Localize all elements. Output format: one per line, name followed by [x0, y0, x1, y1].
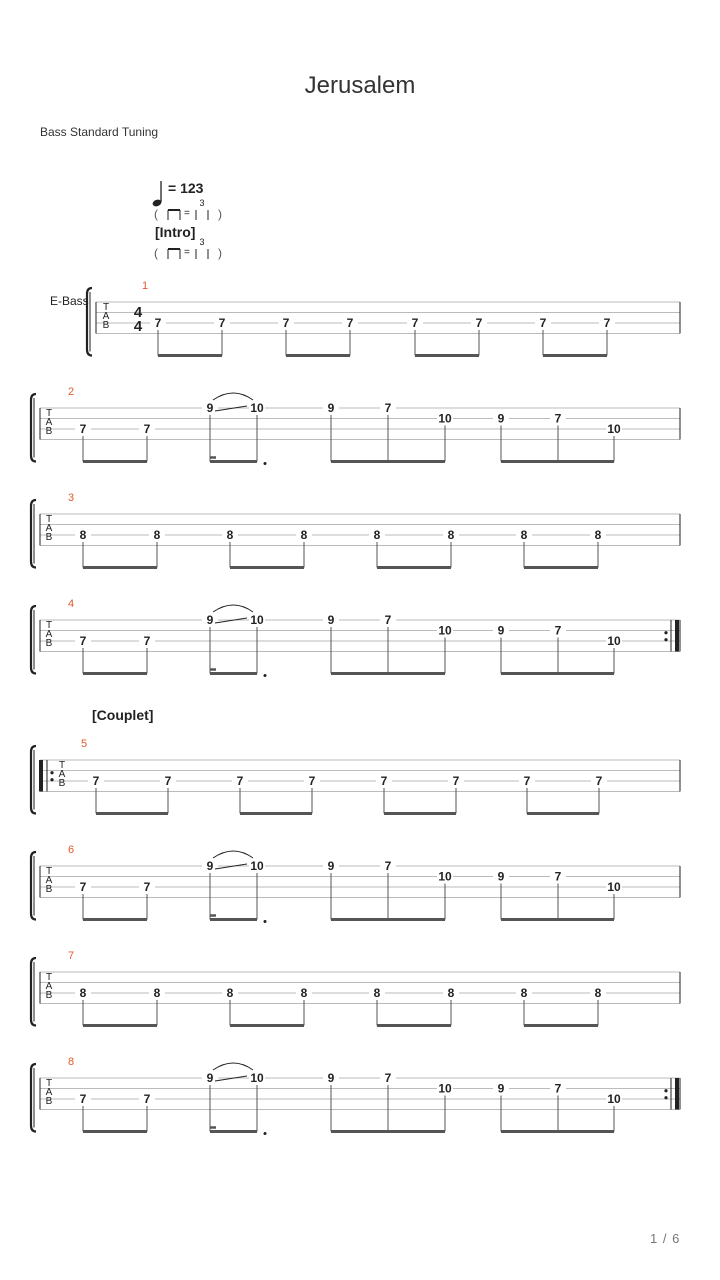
fret-number: 8 — [300, 528, 308, 542]
tab-letter: T — [45, 866, 53, 877]
fret-number: 10 — [607, 634, 621, 648]
tab-letter: B — [45, 426, 53, 437]
fret-number: 7 — [143, 880, 151, 894]
fret-number: 8 — [79, 528, 87, 542]
tab-letter: A — [45, 629, 53, 640]
tab-letter: A — [45, 875, 53, 886]
fret-number: 7 — [475, 316, 483, 330]
tab-letter: A — [45, 1087, 53, 1098]
fret-number: 8 — [300, 986, 308, 1000]
fret-number: 7 — [554, 869, 562, 884]
swing-paren: ) — [218, 246, 222, 260]
fret-number: 9 — [206, 401, 214, 415]
fret-number: 7 — [384, 401, 392, 415]
tab-letter: B — [58, 778, 66, 789]
tie-arc — [213, 605, 253, 612]
tab-letter: T — [45, 972, 53, 983]
fret-number: 7 — [411, 316, 419, 330]
fret-number: 7 — [554, 1081, 562, 1096]
fret-number: 9 — [327, 859, 335, 873]
measure-number: 5 — [80, 738, 88, 750]
repeat-dot — [664, 1096, 667, 1099]
fret-number: 7 — [346, 316, 354, 330]
fret-number: 7 — [164, 774, 172, 788]
song-title: Jerusalem — [304, 72, 416, 99]
fret-number: 7 — [79, 422, 87, 436]
fret-number: 8 — [447, 986, 455, 1000]
dot — [264, 1132, 267, 1135]
tab-letter: B — [102, 320, 110, 331]
tuning-label: Bass Standard Tuning — [40, 125, 159, 139]
fret-number: 8 — [520, 986, 528, 1000]
fret-number: 10 — [250, 859, 264, 873]
fret-number: 7 — [603, 316, 611, 330]
fret-number: 10 — [438, 869, 452, 884]
fret-number: 10 — [607, 422, 621, 436]
fret-number: 8 — [373, 986, 381, 1000]
fret-number: 9 — [327, 613, 335, 627]
fret-number: 8 — [153, 528, 161, 542]
dot — [264, 920, 267, 923]
measure-number: 6 — [67, 844, 75, 856]
tab-letter: A — [45, 523, 53, 534]
fret-number: 9 — [206, 1071, 214, 1085]
fret-number: 7 — [554, 623, 562, 638]
time-signature-denominator: 4 — [133, 318, 143, 335]
fret-number: 7 — [384, 1071, 392, 1085]
fret-number: 7 — [384, 859, 392, 873]
swing-paren: ) — [218, 207, 222, 221]
fret-number: 10 — [438, 411, 452, 426]
tie-arc — [213, 851, 253, 858]
fret-number: 8 — [594, 986, 602, 1000]
tab-letter: T — [45, 514, 53, 525]
fret-number: 10 — [250, 1071, 264, 1085]
fret-number: 7 — [308, 774, 316, 788]
tab-letter: A — [102, 311, 110, 322]
fret-number: 7 — [154, 316, 162, 330]
fret-number: 10 — [438, 1081, 452, 1096]
dot — [264, 462, 267, 465]
measure-number: 4 — [67, 598, 75, 610]
fret-number: 7 — [384, 613, 392, 627]
fret-number: 9 — [206, 859, 214, 873]
fret-number: 7 — [523, 774, 531, 788]
measure-number: 1 — [141, 280, 149, 292]
fret-number: 10 — [250, 401, 264, 415]
fret-number: 8 — [520, 528, 528, 542]
tab-letter: A — [45, 981, 53, 992]
fret-number: 7 — [143, 1092, 151, 1106]
fret-number: 7 — [380, 774, 388, 788]
swing-paren: ( — [154, 246, 158, 260]
fret-number: 10 — [250, 613, 264, 627]
tab-letter: A — [58, 769, 66, 780]
swing-equals: = — [184, 208, 190, 219]
fret-number: 8 — [153, 986, 161, 1000]
time-signature-numerator: 4 — [133, 304, 143, 321]
fret-number: 7 — [92, 774, 100, 788]
repeat-dot — [50, 778, 53, 781]
repeat-dot — [664, 638, 667, 641]
triplet-mark: 3 — [199, 237, 205, 247]
fret-number: 7 — [452, 774, 460, 788]
fret-number: 9 — [327, 401, 335, 415]
fret-number: 7 — [595, 774, 603, 788]
fret-number: 7 — [143, 634, 151, 648]
tie-arc — [213, 1063, 253, 1070]
tab-letter: B — [45, 884, 53, 895]
fret-number: 7 — [282, 316, 290, 330]
fret-number: 10 — [607, 1092, 621, 1106]
swing-paren: ( — [154, 207, 158, 221]
fret-number: 7 — [236, 774, 244, 788]
tempo-label: = 123 — [168, 180, 204, 196]
repeat-dot — [50, 771, 53, 774]
fret-number: 10 — [607, 880, 621, 894]
fret-number: 9 — [497, 411, 505, 426]
fret-number: 7 — [554, 411, 562, 426]
fret-number: 8 — [594, 528, 602, 542]
tab-letter: B — [45, 532, 53, 543]
instrument-label: E-Bass — [50, 294, 89, 308]
tab-letter: B — [45, 638, 53, 649]
fret-number: 9 — [327, 1071, 335, 1085]
measure-number: 2 — [67, 386, 75, 398]
dot — [264, 674, 267, 677]
fret-number: 8 — [79, 986, 87, 1000]
measure-number: 3 — [67, 492, 75, 504]
section-intro: [Intro] — [155, 224, 196, 240]
tab-letter: T — [45, 620, 53, 631]
tab-letter: T — [58, 760, 66, 771]
fret-number: 8 — [226, 528, 234, 542]
fret-number: 7 — [79, 1092, 87, 1106]
fret-number: 8 — [226, 986, 234, 1000]
fret-number: 9 — [206, 613, 214, 627]
tab-letter: A — [45, 417, 53, 428]
tab-letter: B — [45, 990, 53, 1001]
page-number: 1 / 6 — [650, 1231, 681, 1246]
measure-number: 8 — [67, 1056, 75, 1068]
fret-number: 7 — [539, 316, 547, 330]
repeat-dot — [664, 631, 667, 634]
tab-letter: B — [45, 1096, 53, 1107]
fret-number: 9 — [497, 1081, 505, 1096]
tab-letter: T — [45, 408, 53, 419]
fret-number: 7 — [79, 880, 87, 894]
measure-number: 7 — [67, 950, 75, 962]
repeat-dot — [664, 1089, 667, 1092]
tab-letter: T — [102, 302, 110, 313]
tab-letter: T — [45, 1078, 53, 1089]
section-couplet: [Couplet] — [92, 707, 154, 723]
triplet-mark: 3 — [199, 198, 205, 208]
fret-number: 7 — [79, 634, 87, 648]
fret-number: 8 — [447, 528, 455, 542]
fret-number: 8 — [373, 528, 381, 542]
tie-arc — [213, 393, 253, 400]
fret-number: 9 — [497, 869, 505, 884]
fret-number: 7 — [218, 316, 226, 330]
swing-equals: = — [184, 247, 190, 258]
fret-number: 7 — [143, 422, 151, 436]
fret-number: 9 — [497, 623, 505, 638]
fret-number: 10 — [438, 623, 452, 638]
